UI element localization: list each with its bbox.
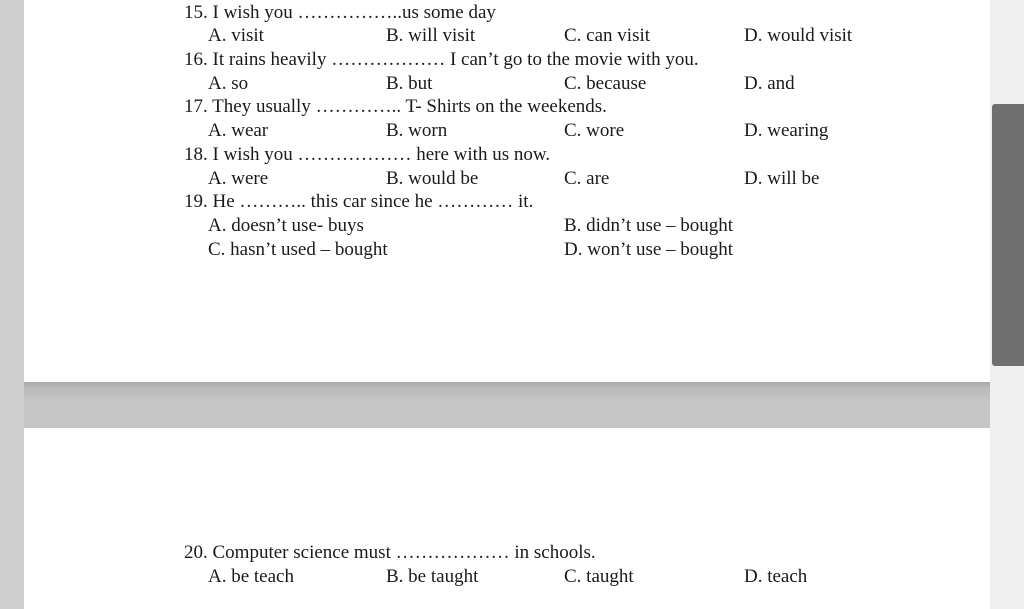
question-16: 16. It rains heavily ……………… I can’t go to the movie with you.: [184, 49, 699, 70]
scrollbar-thumb[interactable]: [992, 104, 1024, 366]
question-18: 18. I wish you ……………… here with us now.: [184, 144, 551, 165]
page-separator: [24, 382, 990, 428]
page-2: [24, 428, 990, 609]
option-16-c: C. because: [564, 73, 647, 94]
page-1: [24, 0, 990, 382]
option-17-c: C. wore: [564, 120, 625, 141]
option-20-b: B. be taught: [386, 566, 479, 587]
option-16-b: B. but: [386, 73, 433, 94]
question-20: 20. Computer science must ……………… in schools.: [184, 542, 596, 563]
option-15-d: D. would visit: [744, 25, 853, 46]
option-20-c: C. taught: [564, 566, 634, 587]
option-18-a: A. were: [208, 168, 269, 189]
option-17-a: A. wear: [208, 120, 269, 141]
option-17-d: D. wearing: [744, 120, 829, 141]
option-20-d: D. teach: [744, 566, 808, 587]
option-20-a: A. be teach: [208, 566, 294, 587]
option-15-a: A. visit: [208, 25, 264, 46]
option-16-a: A. so: [208, 73, 249, 94]
option-19-a: A. doesn’t use- buys: [208, 215, 364, 236]
option-18-b: B. would be: [386, 168, 479, 189]
question-15: 15. I wish you ……………..us some day: [184, 2, 496, 23]
option-18-c: C. are: [564, 168, 610, 189]
option-19-b: B. didn’t use – bought: [564, 215, 734, 236]
question-17: 17. They usually ………….. T- Shirts on the weekends.: [184, 96, 607, 117]
option-16-d: D. and: [744, 73, 795, 94]
option-15-c: C. can visit: [564, 25, 651, 46]
option-17-b: B. worn: [386, 120, 448, 141]
question-19: 19. He ……….. this car since he ………… it.: [184, 191, 534, 212]
option-19-d: D. won’t use – bought: [564, 239, 734, 260]
option-19-c: C. hasn’t used – bought: [208, 239, 388, 260]
option-15-b: B. will visit: [386, 25, 476, 46]
option-18-d: D. will be: [744, 168, 820, 189]
